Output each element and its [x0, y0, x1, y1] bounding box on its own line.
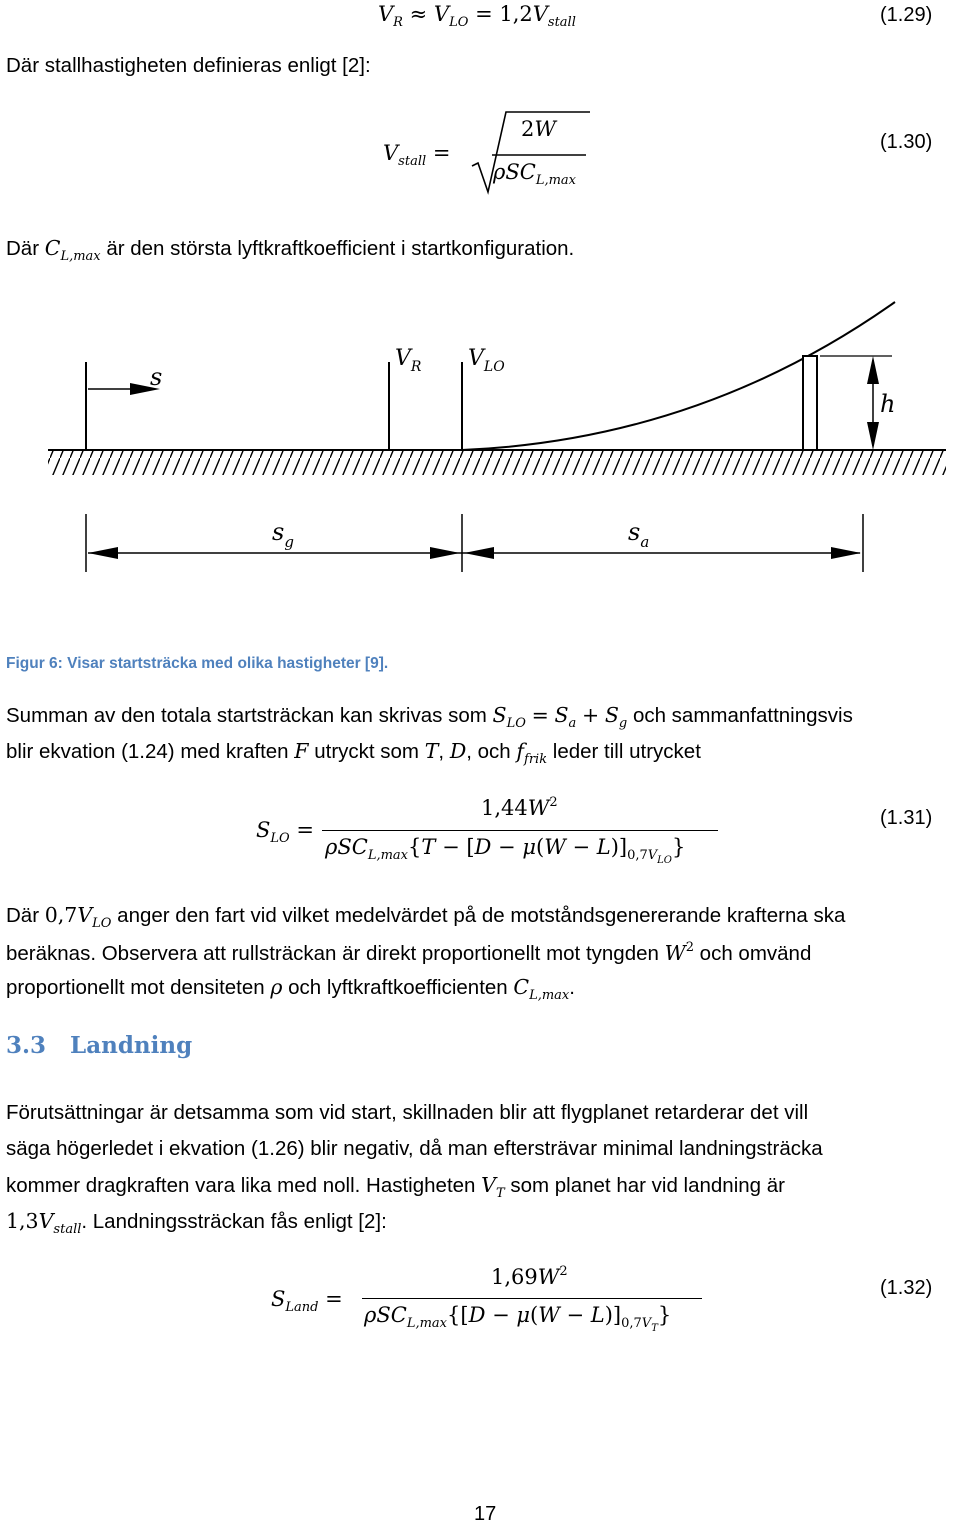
eq131-lhs: $S_{LO}$ =: [256, 818, 314, 846]
takeoff-distance-figure: [0, 290, 960, 620]
eq130-denominator: ρSC$_{L,max}$: [493, 160, 576, 188]
eq132-fraction-line: [362, 1298, 702, 1299]
para3-line2: säga högerledet i ekvation (1.26) blir negativ, då man eftersträvar minimal landningsträcka: [6, 1137, 823, 1160]
equation-1-30-lhs: $V_{stall}$ =: [383, 141, 451, 169]
label-h: h: [880, 390, 896, 418]
para2-line1: Där $0,7V_{LO}$ anger den fart vid vilket medelvärdet på de motståndsgenererande krafterna ska: [6, 903, 846, 931]
eq131-fraction-line: [322, 830, 718, 831]
para1-line1: Summan av den totala startsträckan kan skrivas som $S_{LO} = S_a + S_g$ och sammanfattningsvis: [6, 703, 853, 731]
para3-line1: Förutsättningar är detsamma som vid start, skillnaden blir att flygplanet retarderar det vill: [6, 1101, 809, 1124]
eq131-denominator: $\rho SC_{L,max}\{T - [D - \mu(W - L)]_{0,7VLO}\}$: [325, 835, 686, 866]
para3-line3: kommer dragkraften vara lika med noll. Hastigheten $V_T$ som planet har vid landning är: [6, 1173, 785, 1201]
clmax-sentence: Där $C_{L,max}$ är den största lyftkraftkoefficient i startkonfiguration.: [6, 236, 575, 264]
eq132-lhs: $S_{Land}$ =: [271, 1287, 343, 1315]
section-heading: 3.3 Landning: [6, 1032, 193, 1059]
label-sg: $s_g$: [272, 518, 294, 551]
obstacle: [803, 356, 817, 450]
eq132-denominator: $\rho SC_{L,max}\{[D - \mu(W - L)]_{0,7VT}\}$: [364, 1303, 672, 1334]
equation-number-1-30: (1.30): [880, 131, 933, 153]
eq130-numerator: 2W: [521, 117, 556, 141]
figure-caption: Figur 6: Visar startsträcka med olika hastigheter [9].: [6, 655, 389, 672]
equation-number-1-32: (1.32): [880, 1277, 933, 1299]
para1-line2: blir ekvation (1.24) med kraften F utryckt som T, D, och $f_{frik}$ leder till utrycket: [6, 739, 701, 767]
eq131-numerator: $1,44W^2$: [481, 795, 558, 820]
stall-intro-text: Där stallhastigheten definieras enligt [2]:: [6, 54, 371, 77]
ground-hatch: [48, 451, 946, 475]
label-vr: $V_R$: [395, 346, 422, 375]
eq132-numerator: $1,69W^2$: [491, 1264, 568, 1289]
equation-1-29: $V_R \approx V_{LO} = 1,2V_{stall}$: [378, 2, 576, 30]
climb-path: [462, 302, 895, 450]
para2-line2: beräknas. Observera att rullsträckan är direkt proportionellt mot tyngden $W^2$ och omvänd: [6, 940, 812, 965]
equation-number-1-31: (1.31): [880, 807, 933, 829]
para3-line4: $1,3V_{stall}$. Landningssträckan fås enligt [2]:: [6, 1209, 387, 1237]
label-vlo: $V_{LO}$: [468, 346, 505, 375]
page-number: 17: [474, 1503, 497, 1525]
label-s: s: [150, 363, 163, 391]
equation-number-1-29: (1.29): [880, 4, 933, 26]
label-sa: $s_a$: [628, 518, 650, 551]
para2-line3: proportionellt mot densiteten ρ och lyftkraftkoefficienten $C_{L,max}$.: [6, 975, 575, 1003]
